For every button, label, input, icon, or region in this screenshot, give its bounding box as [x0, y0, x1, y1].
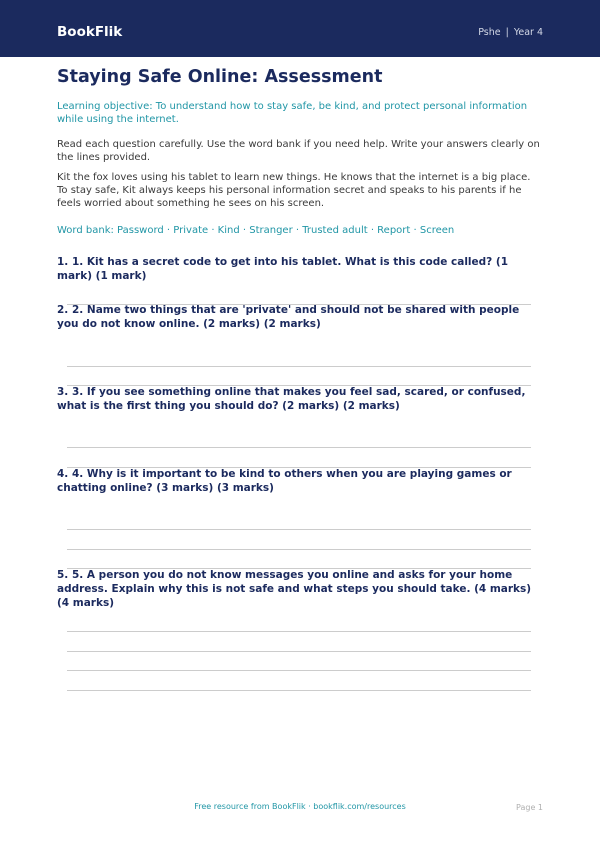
- answer-line[interactable]: [67, 651, 531, 652]
- answer-line[interactable]: [67, 690, 531, 691]
- subject-label: Pshe: [478, 27, 501, 38]
- story-text: Kit the fox loves using his tablet to learn new things. He knows that the internet is a big place. To stay safe, Kit always keeps his personal information secret and speaks to his parents if he feels worried about something he sees on his screen.: [57, 172, 531, 209]
- answer-line[interactable]: [67, 549, 531, 550]
- footer-credit: Free resource from BookFlik · bookflik.com/resources: [194, 802, 406, 811]
- word-bank: Word bank: Password · Private · Kind · Stranger · Trusted adult · Report · Screen: [57, 225, 455, 236]
- page-number: Page 1: [516, 803, 543, 812]
- page-header: [0, 0, 600, 57]
- answer-line[interactable]: [67, 366, 531, 367]
- answer-line[interactable]: [67, 447, 531, 448]
- answer-line[interactable]: [67, 529, 531, 530]
- subject-year: [478, 27, 543, 39]
- page-title: Staying Safe Online: Assessment: [57, 67, 383, 87]
- year-label: Year 4: [513, 27, 543, 38]
- question-5: 5. 5. A person you do not know messages you online and asks for your home address. Explain why this is not safe and what steps you should take. (4 marks) (4 marks): [57, 569, 532, 609]
- question-1: 1. 1. Kit has a secret code to get into his tablet. What is this code called? (1 mark) (1 mark): [57, 256, 509, 282]
- brand-logo: BookFlik: [57, 24, 123, 40]
- meta-separator: |: [505, 27, 509, 38]
- learning-objective: Learning objective: To understand how to stay safe, be kind, and protect personal information while using the internet.: [57, 101, 528, 125]
- answer-line[interactable]: [67, 631, 531, 632]
- question-3: 3. 3. If you see something online that makes you feel sad, scared, or confused, what is the first thing you should do? (2 marks) (2 marks): [57, 386, 526, 412]
- question-4: 4. 4. Why is it important to be kind to others when you are playing games or chatting online? (3 marks) (3 marks): [57, 468, 512, 494]
- question-2: 2. 2. Name two things that are 'private' and should not be shared with people you do not know online. (2 marks) (2 marks): [57, 304, 520, 330]
- instructions-text: Read each question carefully. Use the word bank if you need help. Write your answers clearly on the lines provided.: [57, 139, 540, 163]
- answer-line[interactable]: [67, 670, 531, 671]
